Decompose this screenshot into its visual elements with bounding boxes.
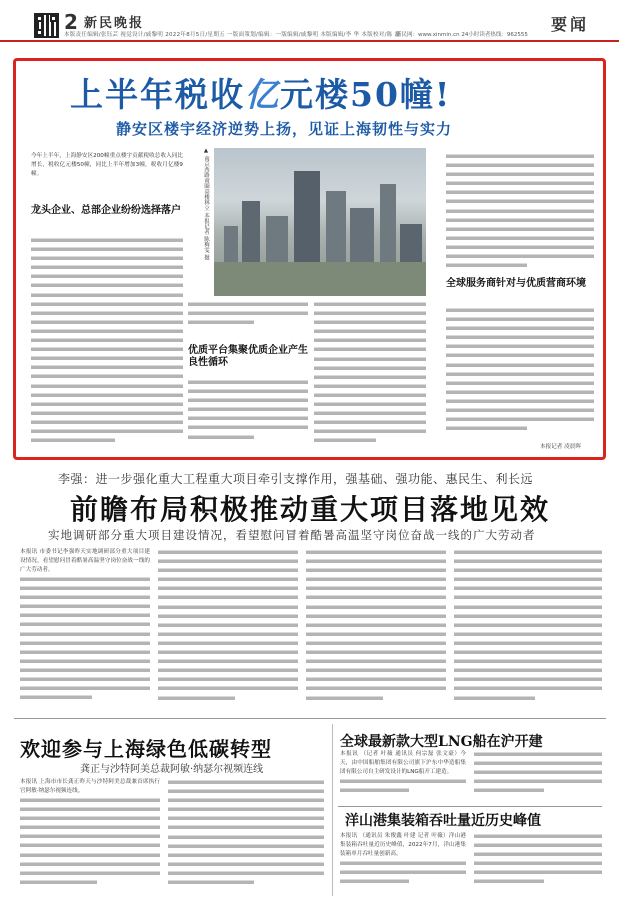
text-line xyxy=(446,415,594,424)
text-line xyxy=(188,396,308,405)
text-line xyxy=(188,309,308,318)
text-line xyxy=(168,823,324,832)
text-line xyxy=(158,657,298,666)
text-line xyxy=(454,557,602,566)
fourth-body-col2 xyxy=(474,750,602,804)
text-line xyxy=(314,418,426,427)
text-line xyxy=(20,805,160,814)
text-line xyxy=(20,841,160,850)
text-line xyxy=(20,575,150,584)
fifth-lead: 本报讯 （通讯员 朱俊鑫 叶建 记者 叶薇）洋山港集装箱吞吐量近历史峰值，2022年7月，洋山港集装箱单月吞吐量创新高。 xyxy=(340,833,466,858)
lead-byline: 本报记者 凌晨晖 xyxy=(540,444,581,450)
text-line xyxy=(454,675,602,684)
text-line xyxy=(168,805,324,814)
text-line xyxy=(474,750,602,759)
text-line xyxy=(474,841,602,850)
text-line xyxy=(188,300,308,309)
second-body-col2 xyxy=(158,548,298,705)
lead-subheadline: 静安区楼宇经济逆势上扬，见证上海韧性与实力 xyxy=(116,120,453,138)
text-line xyxy=(20,630,150,639)
text-line xyxy=(340,877,409,886)
text-line xyxy=(20,648,150,657)
masthead-website: 新民网：www.xinmin.cn 24小时读者热线：962555 xyxy=(396,32,528,38)
text-line xyxy=(188,318,254,327)
text-line xyxy=(474,859,602,868)
text-line xyxy=(340,786,409,795)
text-line xyxy=(168,851,324,860)
photo-caption: ▲ 南京西路商圈高楼林立 本报记者 陈梅雯 摄 xyxy=(203,148,209,260)
second-kicker: 李强：进一步强化重大工程重大项目牵引支撑作用，强基础、强功能、惠民生、利长远 xyxy=(58,472,534,486)
text-line xyxy=(474,759,602,768)
text-line xyxy=(158,593,298,602)
text-line xyxy=(306,666,446,675)
page-number: 2 xyxy=(64,10,78,34)
text-line xyxy=(188,405,308,414)
text-line xyxy=(31,400,183,409)
text-line xyxy=(20,684,150,693)
text-line xyxy=(306,548,446,557)
second-body-col4 xyxy=(454,548,602,705)
text-line xyxy=(31,427,183,436)
lead-intro: 今年上半年，上海静安区200幢重点楼宇贡献税收总收入同比增长，税收亿元楼50幢，同比上半年增加3幢，税收月亿楼9幢。 xyxy=(31,153,183,178)
text-line xyxy=(31,272,183,281)
third-body-col1 xyxy=(20,796,160,892)
text-line xyxy=(158,603,298,612)
text-line xyxy=(306,630,446,639)
text-line xyxy=(446,243,594,252)
text-line xyxy=(474,768,602,777)
text-line xyxy=(314,373,426,382)
qr-code-icon xyxy=(34,13,59,38)
lead-headline: 上半年税收亿元楼50幢! xyxy=(70,75,452,114)
text-line xyxy=(314,436,376,445)
text-line xyxy=(20,693,92,702)
text-line xyxy=(474,868,602,877)
text-line xyxy=(188,433,254,442)
text-line xyxy=(446,397,594,406)
text-line xyxy=(31,382,183,391)
fourth-lead: 本报讯 （记者 叶薇 通讯员 何宗磊 张文豪）今天，由中国船舶集团有限公司旗下沪东中华造船集团有限公司自主研发设计的LNG船开工建造。 xyxy=(340,751,466,776)
text-line xyxy=(454,566,602,575)
text-line xyxy=(306,612,446,621)
text-line xyxy=(454,548,602,557)
text-line xyxy=(158,548,298,557)
text-line xyxy=(20,611,150,620)
text-line xyxy=(474,832,602,841)
text-line xyxy=(306,603,446,612)
text-line xyxy=(446,306,594,315)
text-line xyxy=(188,387,308,396)
text-line xyxy=(31,309,183,318)
text-line xyxy=(454,575,602,584)
second-lead: 本报讯 市委书记李强昨天实地调研部分重大项目建设情况，看望慰问冒着酷暑高温坚守岗位奋战一线的广大劳动者。 xyxy=(20,549,150,574)
text-line xyxy=(31,391,183,400)
text-line xyxy=(31,291,183,300)
text-line xyxy=(31,281,183,290)
lead-section-head-1: 龙头企业、总部企业纷纷选择落户 xyxy=(31,205,181,216)
text-line xyxy=(446,179,594,188)
text-line xyxy=(20,832,160,841)
text-line xyxy=(20,639,150,648)
skyline-photo xyxy=(214,148,426,296)
lead-body-col2 xyxy=(188,378,308,450)
text-line xyxy=(20,851,160,860)
text-line xyxy=(31,236,183,245)
text-line xyxy=(446,161,594,170)
text-line xyxy=(454,666,602,675)
text-line xyxy=(31,336,183,345)
text-line xyxy=(158,575,298,584)
third-headline: 欢迎参与上海绿色低碳转型 xyxy=(20,737,272,761)
text-line xyxy=(158,612,298,621)
text-line xyxy=(31,300,183,309)
third-lead: 本报讯 上海市市长龚正昨天与沙特阿美总裁兼首席执行官阿敏·纳瑟尔视频连线。 xyxy=(20,779,160,795)
text-line xyxy=(188,378,308,387)
text-line xyxy=(340,868,466,877)
text-line xyxy=(158,648,298,657)
lead-body-col1 xyxy=(31,236,183,451)
text-line xyxy=(168,814,324,823)
text-line xyxy=(20,666,150,675)
fourth-headline: 全球最新款大型LNG船在沪开建 xyxy=(340,734,543,750)
text-line xyxy=(446,351,594,360)
text-line xyxy=(446,361,594,370)
text-line xyxy=(20,675,150,684)
text-line xyxy=(306,648,446,657)
text-line xyxy=(454,593,602,602)
text-line xyxy=(454,694,535,703)
text-line xyxy=(454,630,602,639)
text-line xyxy=(168,796,324,805)
text-line xyxy=(446,216,594,225)
text-line xyxy=(314,355,426,364)
column-divider xyxy=(332,724,333,896)
text-line xyxy=(446,152,594,161)
text-line xyxy=(314,427,426,436)
text-line xyxy=(314,409,426,418)
text-line xyxy=(306,593,446,602)
text-line xyxy=(31,363,183,372)
text-line xyxy=(446,342,594,351)
text-line xyxy=(454,621,602,630)
text-line xyxy=(454,648,602,657)
text-line xyxy=(158,557,298,566)
text-line xyxy=(20,860,160,869)
third-body-col2 xyxy=(168,778,324,892)
text-line xyxy=(158,666,298,675)
text-line xyxy=(454,584,602,593)
text-line xyxy=(446,225,594,234)
text-line xyxy=(446,170,594,179)
text-line xyxy=(474,850,602,859)
text-line xyxy=(446,315,594,324)
text-line xyxy=(314,336,426,345)
text-line xyxy=(306,621,446,630)
text-line xyxy=(168,860,324,869)
text-line xyxy=(31,418,183,427)
lead-section-head-2: 优质平台集聚优质企业产生良性循环 xyxy=(188,345,308,368)
text-line xyxy=(168,869,324,878)
text-line xyxy=(474,786,544,795)
text-line xyxy=(446,333,594,342)
text-line xyxy=(306,657,446,666)
second-body-col3 xyxy=(306,548,446,705)
text-line xyxy=(158,639,298,648)
text-line xyxy=(314,345,426,354)
text-line xyxy=(20,602,150,611)
text-line xyxy=(306,684,446,693)
lead-section-head-3: 全球服务商针对与优质营商环境 xyxy=(446,278,586,289)
text-line xyxy=(306,639,446,648)
lead-body-col2-top xyxy=(188,300,308,336)
text-line xyxy=(454,657,602,666)
lead-body-col4-top xyxy=(446,152,594,276)
text-line xyxy=(314,309,426,318)
text-line xyxy=(314,327,426,336)
text-line xyxy=(306,575,446,584)
text-line xyxy=(314,391,426,400)
fifth-body-col2 xyxy=(474,832,602,895)
text-line xyxy=(31,245,183,254)
text-line xyxy=(168,878,254,887)
text-line xyxy=(168,842,324,851)
text-line xyxy=(446,197,594,206)
text-line xyxy=(446,370,594,379)
fifth-body-col1 xyxy=(340,859,466,895)
text-line xyxy=(20,878,97,887)
text-line xyxy=(20,593,150,602)
text-line xyxy=(20,584,150,593)
text-line xyxy=(158,694,235,703)
second-subheadline: 实地调研部分重大项目建设情况，看望慰问冒着酷暑高温坚守岗位奋战一线的广大劳动者 xyxy=(48,528,536,542)
text-line xyxy=(446,406,594,415)
text-line xyxy=(314,400,426,409)
text-line xyxy=(31,318,183,327)
text-line xyxy=(31,372,183,381)
text-line xyxy=(314,382,426,391)
text-line xyxy=(158,584,298,593)
text-line xyxy=(454,639,602,648)
text-line xyxy=(340,777,466,786)
lead-body-col3 xyxy=(314,300,426,450)
text-line xyxy=(446,261,527,270)
text-line xyxy=(306,675,446,684)
text-line xyxy=(20,814,160,823)
text-line xyxy=(306,566,446,575)
text-line xyxy=(31,327,183,336)
paper-name: 新民晚报 xyxy=(84,16,145,31)
text-line xyxy=(314,318,426,327)
text-line xyxy=(20,869,160,878)
text-line xyxy=(446,324,594,333)
text-line xyxy=(340,859,466,868)
text-line xyxy=(31,409,183,418)
masthead-meta: 本版责任编辑/张钰芸 视觉设计/戚黎明 2022年8月5日/星期五 一版面策划/编辑：一版编辑/戚黎明 本版编辑/李 华 本版校对/陈 磊 xyxy=(64,32,401,38)
text-line xyxy=(158,684,298,693)
text-line xyxy=(454,603,602,612)
text-line xyxy=(31,345,183,354)
text-line xyxy=(158,675,298,684)
text-line xyxy=(188,414,308,423)
text-line xyxy=(446,188,594,197)
text-line xyxy=(454,684,602,693)
text-line xyxy=(446,424,527,433)
text-line xyxy=(31,254,183,263)
divider xyxy=(338,806,602,807)
fifth-headline: 洋山港集装箱吞吐量近历史峰值 xyxy=(345,813,541,829)
text-line xyxy=(168,787,324,796)
text-line xyxy=(306,557,446,566)
text-line xyxy=(314,364,426,373)
text-line xyxy=(446,379,594,388)
text-line xyxy=(158,630,298,639)
text-line xyxy=(446,207,594,216)
text-line xyxy=(20,620,150,629)
text-line xyxy=(446,388,594,397)
text-line xyxy=(474,777,602,786)
text-line xyxy=(20,657,150,666)
text-line xyxy=(188,423,308,432)
third-subheadline: 龚正与沙特阿美总裁阿敏·纳瑟尔视频连线 xyxy=(80,764,264,775)
text-line xyxy=(314,300,426,309)
section-title: 要闻 xyxy=(550,15,589,34)
text-line xyxy=(446,252,594,261)
text-line xyxy=(20,823,160,832)
text-line xyxy=(20,796,160,805)
text-line xyxy=(31,436,115,445)
fourth-body-col1 xyxy=(340,777,466,804)
text-line xyxy=(446,234,594,243)
second-headline: 前瞻布局积极推动重大项目落地见效 xyxy=(70,493,551,526)
text-line xyxy=(454,612,602,621)
text-line xyxy=(306,584,446,593)
text-line xyxy=(306,694,383,703)
text-line xyxy=(474,877,544,886)
second-body-col1 xyxy=(20,575,150,705)
text-line xyxy=(158,566,298,575)
text-line xyxy=(158,621,298,630)
text-line xyxy=(168,778,324,787)
lead-body-col4 xyxy=(446,306,594,441)
text-line xyxy=(31,354,183,363)
divider xyxy=(14,718,606,719)
text-line xyxy=(168,833,324,842)
text-line xyxy=(31,263,183,272)
